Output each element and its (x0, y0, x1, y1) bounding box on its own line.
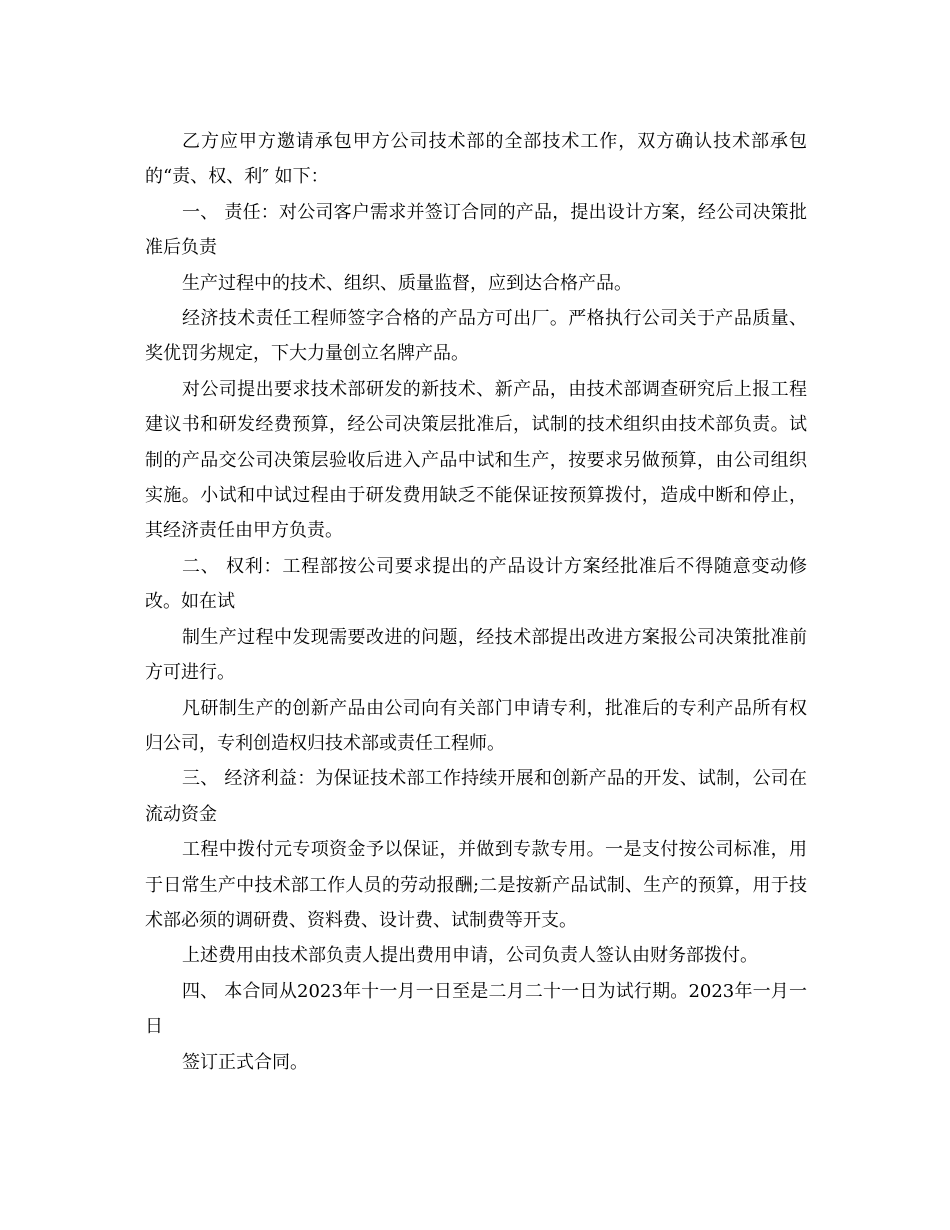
paragraph-economic-benefit: 三、 经济利益：为保证技术部工作持续开展和创新产品的开发、试制，公司在流动资金 (145, 768, 807, 825)
paragraph-quality: 经济技术责任工程师签字合格的产品方可出厂。严格执行公司关于产品质量、奖优罚劣规定，下大力量创立名牌产品。 (145, 308, 807, 365)
paragraph-production-supervision: 生产过程中的技术、组织、质量监督，应到达合格产品。 (182, 272, 632, 294)
paragraph-rights: 二、 权利：工程部按公司要求提出的产品设计方案经批准后不得随意变动修改。如在试 (145, 555, 807, 613)
paragraph-patent: 凡研制生产的创新产品由公司向有关部门申请专利，批准后的专利产品所有权归公司，专利创造权归技术部或责任工程师。 (145, 697, 807, 754)
document-body (145, 124, 807, 1080)
paragraph-expense-approval: 上述费用由技术部负责人提出费用申请，公司负责人签认由财务部拨付。 (182, 945, 758, 967)
paragraph-funding: 工程中拨付元专项资金予以保证，并做到专款专用。一是支付按公司标准，用于日常生产中技术部工作人员的劳动报酬;二是按新产品试制、生产的预算，用于技术部必须的调研费、资料费、设计费、试制费等开支。 (145, 839, 807, 931)
paragraph-responsibility: 一、 责任：对公司客户需求并签订合同的产品，提出设计方案，经公司决策批准后负责 (145, 201, 807, 259)
paragraph-rnd: 对公司提出要求技术部研发的新技术、新产品，由技术部调查研究后上报工程建议书和研发经费预算，经公司决策层批准后，试制的技术组织由技术部负责。试制的产品交公司决策层验收后进入产品中试和生产，按要求另做预算，由公司组织实施。小试和中试过程由于研发费用缺乏不能保证按预算拨付，造成中断和停止，其经济责任由甲方负责。 (145, 378, 807, 542)
paragraph-intro: 乙方应甲方邀请承包甲方公司技术部的全部技术工作，双方确认技术部承包的“责、权、利″ 如下： (145, 131, 807, 188)
paragraph-formal-contract: 签订正式合同。 (182, 1051, 308, 1073)
paragraph-term: 四、 本合同从2023年十一月一日至是二月二十一日为试行期。2023年一月一日 (145, 980, 807, 1038)
paragraph-improvement: 制生产过程中发现需要改进的问题，经技术部提出改进方案报公司决策批准前方可进行。 (145, 626, 807, 684)
